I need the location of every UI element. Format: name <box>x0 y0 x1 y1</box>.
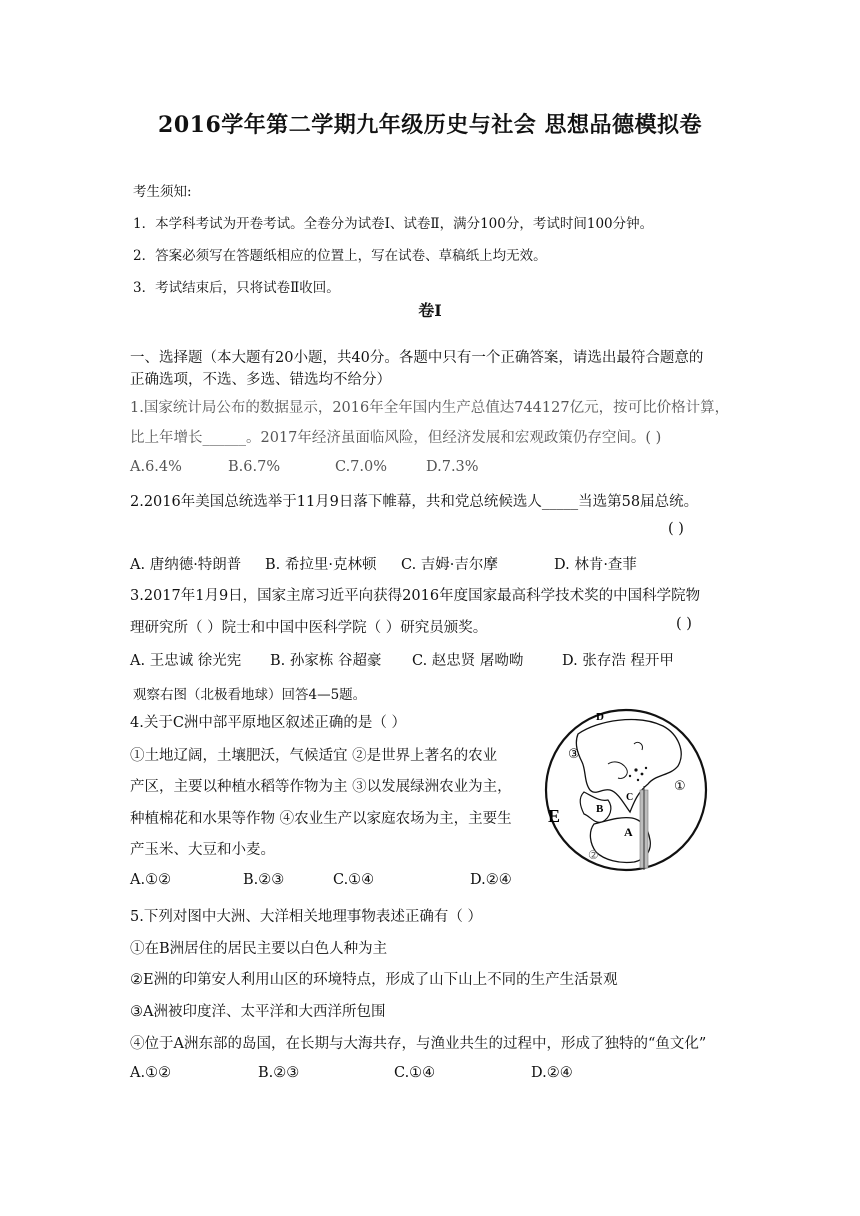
map-label-circle-1: ① <box>674 779 686 794</box>
q2-option-c: C. 吉姆·吉尔摩 <box>401 557 498 573</box>
q5-option-a: A.①② <box>130 1065 172 1081</box>
polar-map-figure <box>538 704 714 872</box>
q1-option-b: B.6.7% <box>228 459 281 475</box>
q1-option-c: C.7.0% <box>335 459 388 475</box>
q4-option-a: A.①② <box>130 872 172 888</box>
q5-line2: ①在B洲居住的居民主要以白色人种为主 <box>130 941 388 957</box>
part1-instruction-line1: 一、选择题（本大题有20小题，共40分。各题中只有一个正确答案，请选出最符合题意的 <box>130 350 704 366</box>
q4-line3: 产区，主要以种植水稻等作物为主 ③以发展绿洲农业为主， <box>130 779 512 795</box>
q5-option-c: C.①④ <box>394 1065 436 1081</box>
notice-heading: 考生须知: <box>133 184 192 200</box>
q3-line2: 理研究所（ ）院士和中国中医科学院（ ）研究员颁奖。 <box>130 620 488 636</box>
map-intro: 观察右图（北极看地球）回答4—5题。 <box>133 687 367 703</box>
q5-option-d: D.②④ <box>531 1065 573 1081</box>
q3-option-d: D. 张存浩 程开甲 <box>562 653 674 669</box>
part1-instruction-line2: 正确选项，不选、多选、错选均不给分） <box>130 372 391 388</box>
notice-item-1: 1．本学科考试为开卷考试。全卷分为试卷Ⅰ、试卷Ⅱ，满分100分，考试时间100分钟。 <box>133 216 654 232</box>
q3-answer-paren: ( ) <box>676 616 692 632</box>
q5-line1: 5.下列对图中大洲、大洋相关地理事物表述正确有（ ） <box>130 909 482 925</box>
q4-option-c: C.①④ <box>333 872 375 888</box>
q1-option-d: D.7.3% <box>426 459 479 475</box>
q4-option-d: D.②④ <box>470 872 512 888</box>
q4-option-b: B.②③ <box>243 872 285 888</box>
q2-line1: 2.2016年美国总统选举于11月9日落下帷幕，共和党总统候选人_____当选第58届总统。 <box>130 494 699 510</box>
q1-option-a: A.6.4% <box>130 459 182 475</box>
map-label-b: B <box>596 803 604 815</box>
q2-option-b: B. 希拉里·克林顿 <box>265 557 377 573</box>
section-heading: 卷Ⅰ <box>418 301 442 320</box>
q5-option-b: B.②③ <box>258 1065 300 1081</box>
q3-option-a: A. 王忠诚 徐光宪 <box>130 653 242 669</box>
map-label-circle-2: ② <box>588 848 599 862</box>
q4-line1: 4.关于C洲中部平原地区叙述正确的是（ ） <box>130 715 407 731</box>
q5-line3: ②E洲的印第安人利用山区的环境特点，形成了山下山上不同的生产生活景观 <box>130 972 618 988</box>
map-label-a: A <box>624 825 633 839</box>
q3-option-b: B. 孙家栋 谷超豪 <box>270 653 382 669</box>
notice-item-3: 3．考试结束后，只将试卷Ⅱ收回。 <box>133 280 340 296</box>
map-label-d: D <box>596 711 604 723</box>
q3-line1: 3.2017年1月9日，国家主席习近平向获得2016年度国家最高科学技术奖的中国科学院物 <box>130 588 701 604</box>
q5-line4: ③A洲被印度洋、太平洋和大西洋所包围 <box>130 1004 386 1020</box>
q2-answer-paren: ( ) <box>668 521 684 537</box>
q3-option-c: C. 赵忠贤 屠呦呦 <box>412 653 524 669</box>
notice-item-2: 2．答案必须写在答题纸相应的位置上，写在试卷、草稿纸上均无效。 <box>133 248 547 264</box>
q2-option-d: D. 林肯·查菲 <box>554 557 637 573</box>
map-label-c: C <box>626 792 634 803</box>
q4-line2: ①土地辽阔，土壤肥沃，气候适宜 ②是世界上著名的农业 <box>130 748 498 764</box>
q4-line5: 产玉米、大豆和小麦。 <box>130 842 275 858</box>
q4-line4: 种植棉花和水果等作物 ④农业生产以家庭农场为主，主要生 <box>130 811 512 827</box>
page-title: 2016学年第二学期九年级历史与社会 思想品德模拟卷 <box>158 112 702 138</box>
q2-option-a: A. 唐纳德·特朗普 <box>130 557 242 573</box>
q1-line1: 1.国家统计局公布的数据显示，2016年全年国内生产总值达744127亿元，按可比价格计算， <box>130 400 730 416</box>
map-label-e: E <box>548 806 561 826</box>
map-label-circle-3: ③ <box>568 747 580 762</box>
q5-line5: ④位于A洲东部的岛国，在长期与大海共存，与渔业共生的过程中，形成了独特的“鱼文化” <box>130 1036 707 1052</box>
q1-line2: 比上年增长______。2017年经济虽面临风险，但经济发展和宏观政策仍存空间。( ) <box>130 430 662 446</box>
